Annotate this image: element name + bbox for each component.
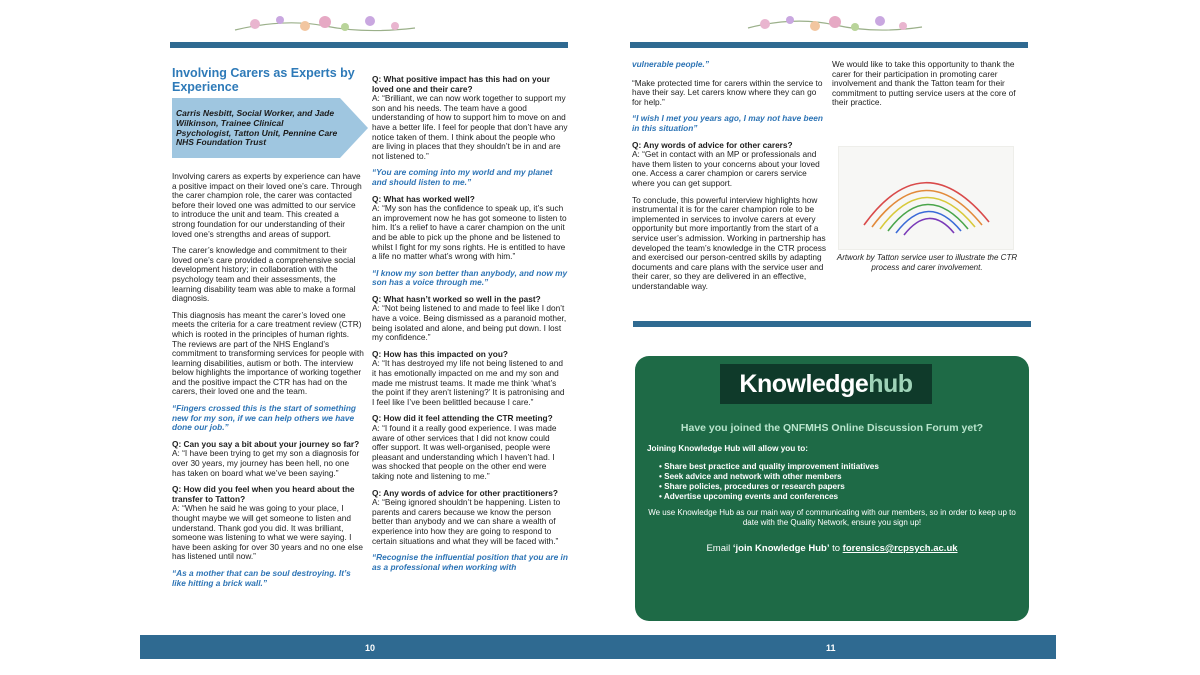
right-column-1 [632,60,827,298]
list-item: • Share policies, procedures or research papers [659,482,879,492]
question: Q: What hasn’t worked so well in the past? [372,293,541,304]
email-instruction [635,543,1029,554]
author-credit: Carris Nesbitt, Social Worker, and Jade Wilkinson, Trainee Clinical Psychologist, Tatton Unit, Pennine Care NHS Foundation Trust [176,108,338,148]
email-mid: to [829,543,843,554]
qa-block [172,440,364,478]
question: Q: How has this impacted on you? [372,348,508,359]
usage-note: We use Knowledge Hub as our main way of communicating with our members, so in order to keep up to date with the Quality Network, ensure you sign up! [648,508,1016,527]
benefits-list [659,462,879,502]
list-item: • Advertise upcoming events and conferences [659,492,879,502]
knowledge-hub-card [635,356,1029,621]
question: Q: What has worked well? [372,193,475,204]
page-number: 10 [365,643,376,653]
logo-word: Knowledge [739,370,869,398]
answer: A: “I have been trying to get my son a diagnosis for over 30 years, my journey has been hell, no one has taken on board what we’ve been saying.” [172,448,360,478]
floral-header-left [225,10,425,40]
answer: A: “When he said he was going to your place, I thought maybe we will get someone to listen and understand. Thank god you did. It was brilliant, someone was listening to what we were saying. I have been asking for over 30 years and no one else has listened until now.” [172,503,363,562]
forum-lead: Joining Knowledge Hub will allow you to: [647,444,809,453]
floral-header-right [740,10,930,40]
mid-rule-right [633,321,1031,327]
qa-block [372,414,568,481]
intro-paragraph: This diagnosis has meant the carer’s loved one meets the criteria for a care treatment review (CTR) which is rooted in the principles of human rights. The reviews are part of the NHS England’s commitment to transforming services for people with learning disabilities, autism or both. The interview below highlights the importance of working together and the positive impact the CTR has had on the carers, their loved one and the team. [172,309,364,397]
logo-word: hub [868,370,913,398]
qa-block [372,295,568,343]
page-number: 11 [826,643,836,653]
question: Q: Can you say a bit about your journey so far? [172,438,360,449]
question: Q: How did you feel when you heard about the transfer to Tatton? [172,484,355,504]
question: Q: How did it feel attending the CTR meeting? [372,413,553,424]
knowledge-hub-logo [720,364,932,404]
answer: A: “Not being listened to and made to feel like I don’t have a voice. Being dismissed as a paranoid mother, being isolated and alone, and being put down. I lost my confidence.” [372,303,567,343]
qa-block [372,195,568,262]
pull-quote: “Fingers crossed this is the start of something new for my son, if we can help others we have done our job.” [172,403,356,433]
answer: A: “Brilliant, we can now work together to support my son and his needs. The team have a good understanding of how to support him to move on and have a better life. I feel for people that don’t have any notice taken of them. I think about the people who are living in places that they shouldn’t be in and are not listened to.” [372,93,568,161]
intro-paragraph: The carer’s knowledge and commitment to their loved one’s care provided a comprehensive social development history; in collaboration with the psychology team and their assessments, the learning disability team was able to make a formal diagnosis. [172,245,356,304]
rainbow-drawing [839,147,1015,251]
forum-title: Have you joined the QNFMHS Online Discussion Forum yet? [680,422,984,434]
question: Q: Any words of advice for other practitioners? [372,487,558,498]
article-heading: Involving Carers as Experts by Experience [172,66,355,94]
thanks-paragraph: We would like to take this opportunity to thank the carer for their participation in promoting carer involvement and thank the Tatton team for their commitment to putting service users at the core of their practice. [832,59,1016,108]
left-column-2 [372,75,568,579]
left-column-1 [172,172,364,595]
qa-block [172,485,364,562]
top-rule-left [170,42,568,48]
email-prefix: Email [706,543,733,554]
qa-block [372,75,568,161]
answer: A: “Being ignored shouldn’t be happening. Listen to parents and carers because we know the person better than anybody and we can share a wealth of experience into how they are going to respond to certain situations and what they will be faced with.” [372,497,561,546]
right-column-2 [832,60,1028,115]
email-link[interactable]: forensics@rcpsych.ac.uk [842,543,958,554]
pull-quote: “You are coming into my world and my planet and should listen to me.” [372,167,553,187]
qa-block [372,350,568,408]
answer: A: “Get in contact with an MP or professionals and have them listen to your concerns about your loved one. Access a carer champion or carers service where you can get support. [632,149,820,188]
pull-quote: vulnerable people.” [632,59,709,69]
question: Q: What positive impact has this had on your loved one and their care? [372,74,550,94]
list-item: • Seek advice and network with other members [659,472,879,482]
pull-quote: “I wish I met you years ago, I may not have been in this situation” [632,113,823,133]
pull-quote: “Recognise the influential position that you are in as a professional when working with [372,552,568,572]
email-subject: ‘join Knowledge Hub’ [732,543,830,554]
answer: A: “It has destroyed my life not being listened to and it has emotionally impacted on me and my son and made me mistrust teams. It made me think ‘what’s the point if they aren’t listening?’ It is patronising and I feel like I’ve been belittled because I care.” [372,358,565,407]
pull-quote: “I know my son better than anybody, and now my son has a voice through me.” [372,267,568,288]
qa-block [632,141,827,189]
qa-block [372,489,568,547]
pull-quote: “As a mother that can be soul destroying. It’s like hitting a brick wall.” [172,567,351,588]
list-item: • Share best practice and quality improvement initiatives [659,462,879,472]
body-paragraph: “Make protected time for carers within the service to have their say. Let carers know where they can go for help.” [632,77,823,107]
answer: A: “I found it a really good experience. I was made aware of other services that I did not know could offer support. It was well-organised, people were pleasant and understanding which I haven’t had. I was shocked that people on the other end were taking note and listening to me.” [372,423,557,481]
question: Q: Any words of advice for other carers? [632,139,793,150]
intro-paragraph: Involving carers as experts by experience can have a positive impact on their loved one’s care. Through the carer champion role, the carer was contacted before their loved one was admitted to our service to introduce the unit and team. This created a strong foundation for our understanding of their loved one’s strengths and areas of support. [172,171,362,239]
answer: A: “My son has the confidence to speak up, it’s such an improvement now he has got someone to listen to him. It’s a relief to have a carer champion on the unit and be able to pick up the phone and be listened to whilst I fight for my sons rights. He is entitled to have a life no matter what’s wrong with him.” [372,203,567,262]
artwork-caption: Artwork by Tatton service user to illustrate the CTR process and carer involvement. [836,253,1018,272]
rainbow-artwork [838,146,1014,250]
top-rule-right [630,42,1028,48]
conclusion-paragraph: To conclude, this powerful interview highlights how instrumental it is for the carer champion role to be implemented in services to involve carers at every opportunity but more importantly from the start of a service user’s admission. Working in partnership has developed the team’s knowledge in the CTR process and exercised our person-centred skills by adapting documents and care plans with the service user and their carer, so they are delivered in an effective, understandable way. [632,194,827,291]
